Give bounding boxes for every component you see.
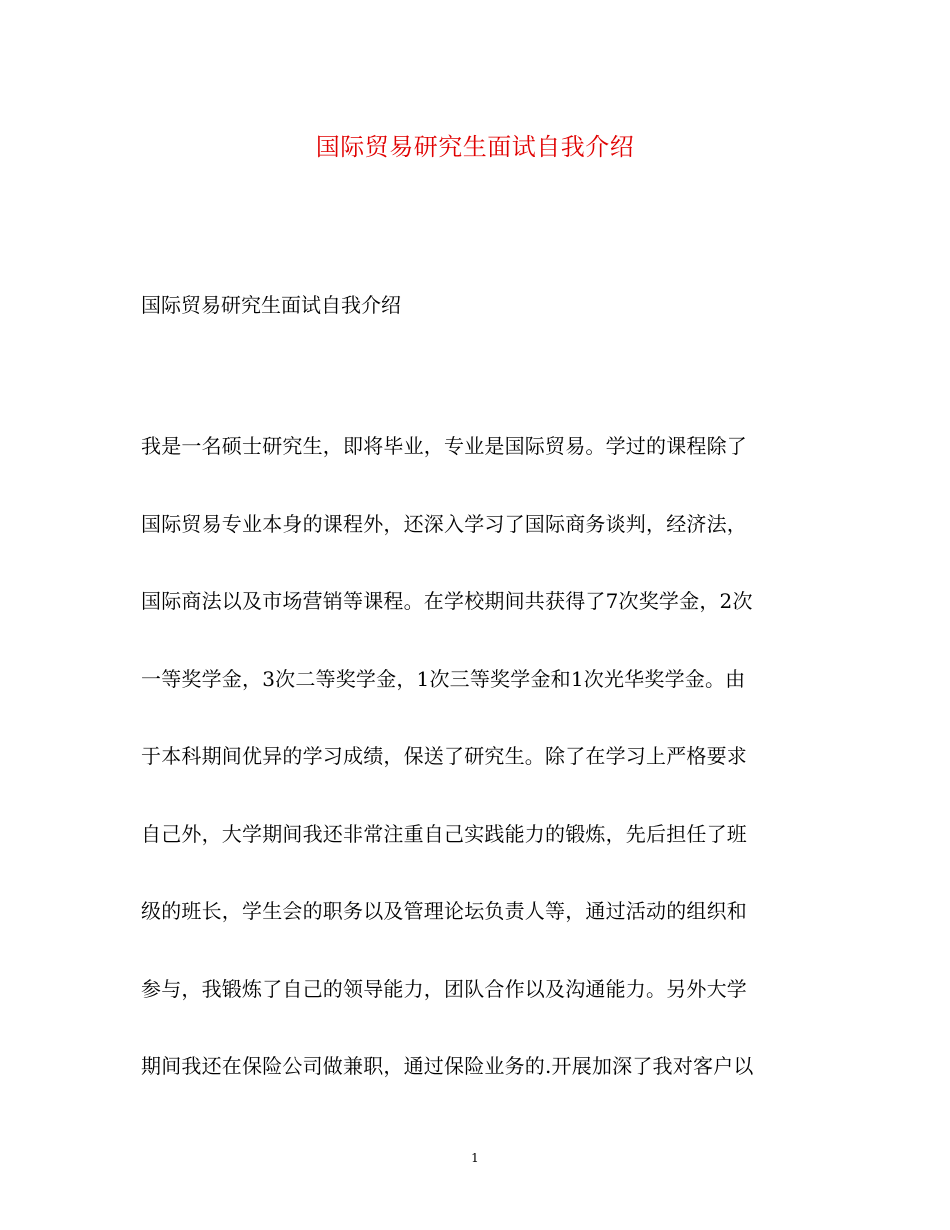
body-text-line: 自己外，大学期间我还非常注重自己实践能力的锻炼，先后担任了班 — [141, 821, 747, 846]
page-number: 1 — [471, 1151, 479, 1165]
body-text-line: 一等奖学金，3次二等奖学金，1次三等奖学金和1次光华奖学金。由 — [141, 666, 746, 691]
body-text-line: 我是一名硕士研究生，即将毕业，专业是国际贸易。学过的课程除了 — [141, 434, 747, 458]
body-text-line: 国际商法以及市场营销等课程。在学校期间共获得了7次奖学金，2次 — [141, 589, 753, 613]
document-body — [141, 431, 821, 1129]
body-text-line: 国际贸易专业本身的课程外，还深入学习了国际商务谈判，经济法， — [141, 511, 747, 536]
body-text-line: 参与，我锻炼了自己的领导能力，团队合作以及沟通能力。另外大学 — [141, 976, 747, 1001]
document-title: 国际贸易研究生面试自我介绍 — [315, 133, 635, 161]
body-text-line: 级的班长，学生会的职务以及管理论坛负责人等，通过活动的组织和 — [141, 899, 747, 923]
body-text-line: 期间我还在保险公司做兼职，通过保险业务的.开展加深了我对客户以 — [141, 1054, 754, 1078]
body-text-line: 于本科期间优异的学习成绩，保送了研究生。除了在学习上严格要求 — [141, 744, 747, 768]
document-subtitle: 国际贸易研究生面试自我介绍 — [141, 293, 401, 317]
